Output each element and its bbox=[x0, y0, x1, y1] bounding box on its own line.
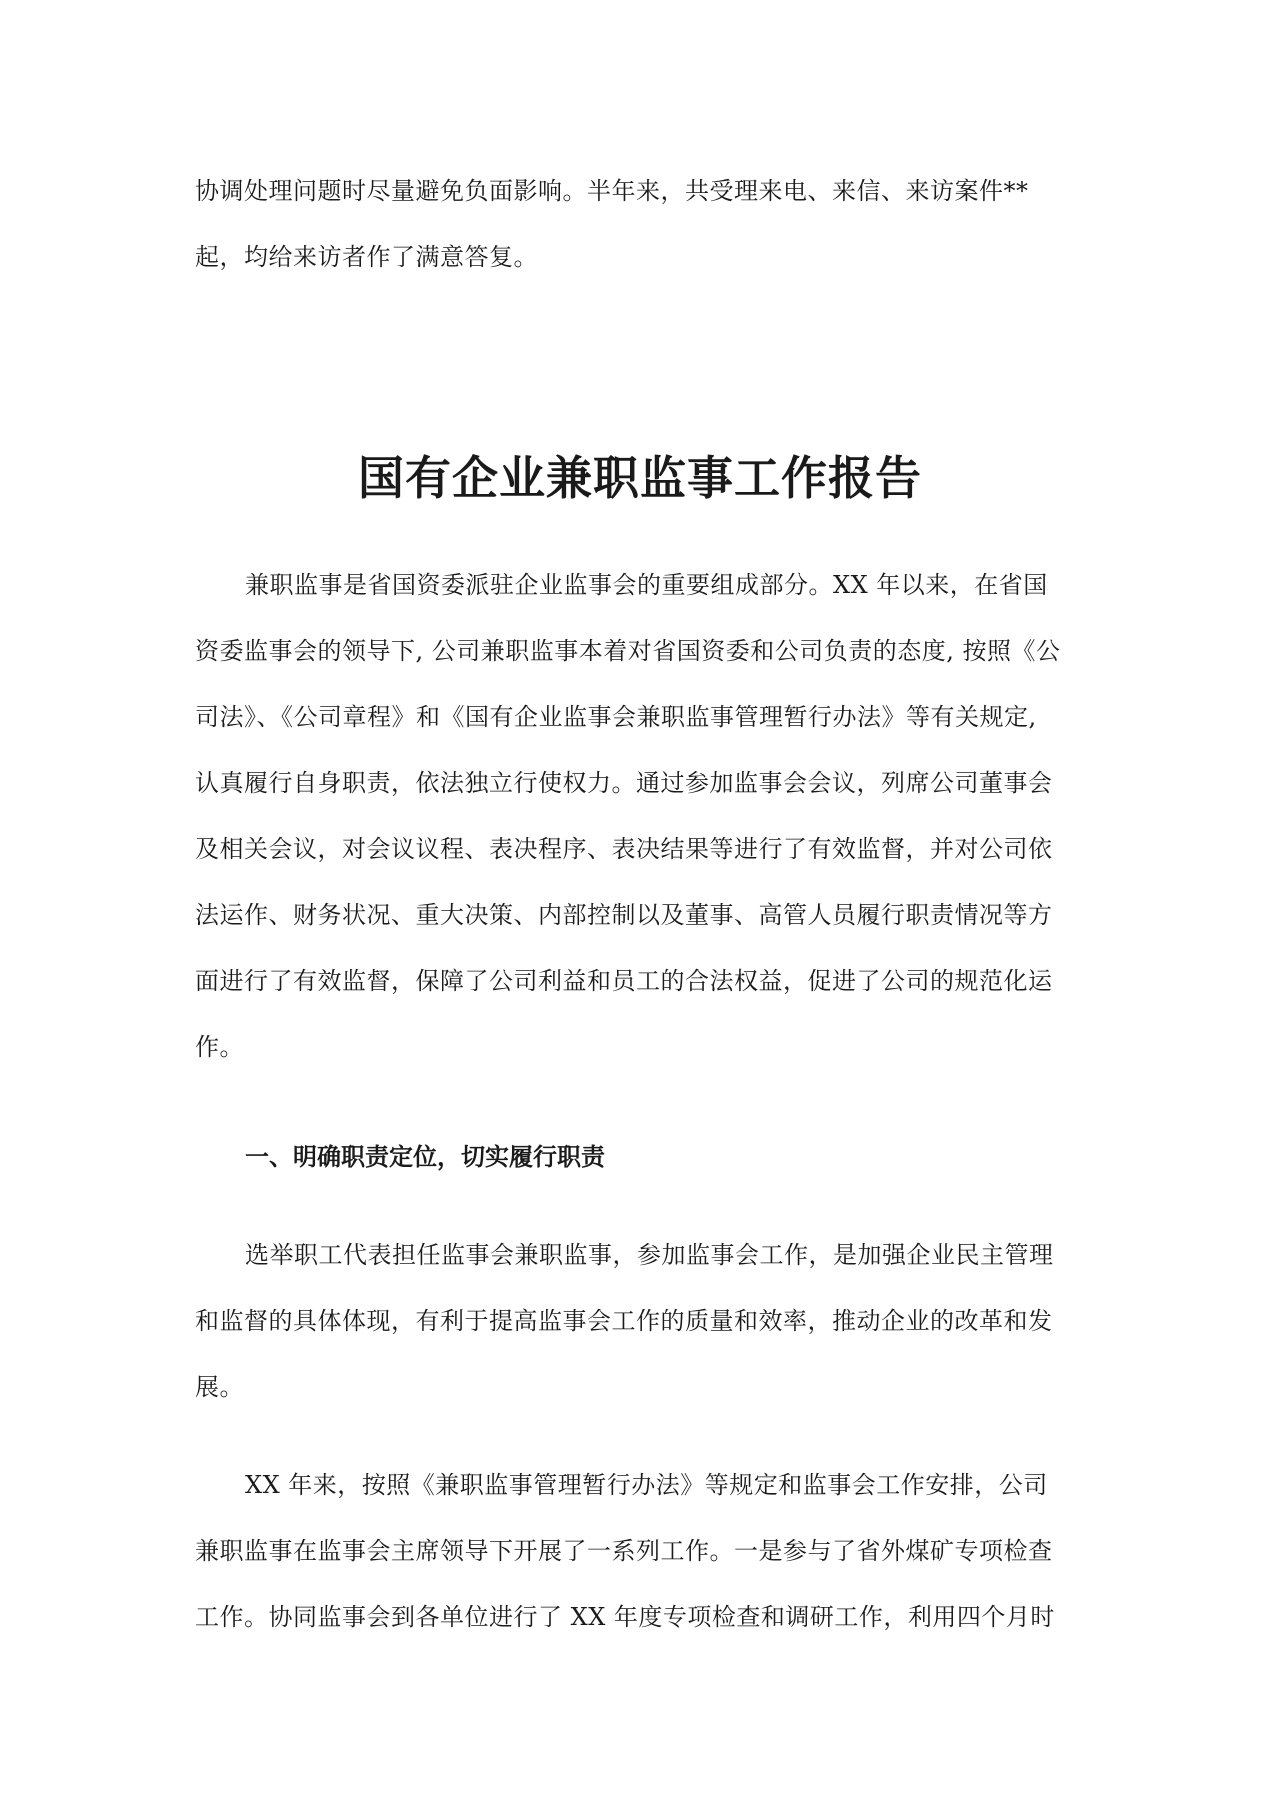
paragraph1-line-3: 司法》、《公司章程》和《国有企业监事会兼职监事管理暂行办法》等有关规定, bbox=[195, 703, 1037, 731]
paragraph1-line-2: 资委监事会的领导下, 公司兼职监事本着对省国资委和公司负责的态度, 按照《公 bbox=[195, 637, 1061, 665]
intro-line-2: 起，均给来访者作了满意答复。 bbox=[195, 243, 538, 271]
paragraph1-line-8: 作。 bbox=[195, 1033, 244, 1061]
paragraph2-line-3: 展。 bbox=[195, 1373, 244, 1401]
paragraph3-line-2: 兼职监事在监事会主席领导下开展了一系列工作。一是参与了省外煤矿专项检查 bbox=[195, 1537, 1053, 1565]
paragraph1-line-4: 认真履行自身职责，依法独立行使权力。通过参加监事会会议，列席公司董事会 bbox=[195, 769, 1053, 797]
paragraph1-line-7: 面进行了有效监督，保障了公司利益和员工的合法权益，促进了公司的规范化运 bbox=[195, 967, 1053, 995]
section-heading-1: 一、明确职责定位，切实履行职责 bbox=[245, 1142, 605, 1171]
paragraph2-line-1: 选举职工代表担任监事会兼职监事，参加监事会工作，是加强企业民主管理 bbox=[245, 1241, 1054, 1269]
paragraph1-line-5: 及相关会议，对会议议程、表决程序、表决结果等进行了有效监督，并对公司依 bbox=[195, 835, 1053, 863]
page-title: 国有企业兼职监事工作报告 bbox=[358, 451, 922, 505]
intro-line-1: 协调处理问题时尽量避免负面影响。半年来，共受理来电、来信、来访案件** bbox=[195, 177, 1029, 205]
paragraph3-line-3: 工作。协同监事会到各单位进行了 XX 年度专项检查和调研工作，利用四个月时 bbox=[195, 1603, 1055, 1631]
paragraph1-line-1: 兼职监事是省国资委派驻企业监事会的重要组成部分。XX 年以来，在省国 bbox=[245, 571, 1048, 599]
paragraph1-line-6: 法运作、财务状况、重大决策、内部控制以及董事、高管人员履行职责情况等方 bbox=[195, 901, 1053, 929]
paragraph3-line-1: XX 年来，按照《兼职监事管理暂行办法》等规定和监事会工作安排，公司 bbox=[245, 1471, 1048, 1499]
paragraph2-line-2: 和监督的具体体现，有利于提高监事会工作的质量和效率，推动企业的改革和发 bbox=[195, 1307, 1053, 1335]
